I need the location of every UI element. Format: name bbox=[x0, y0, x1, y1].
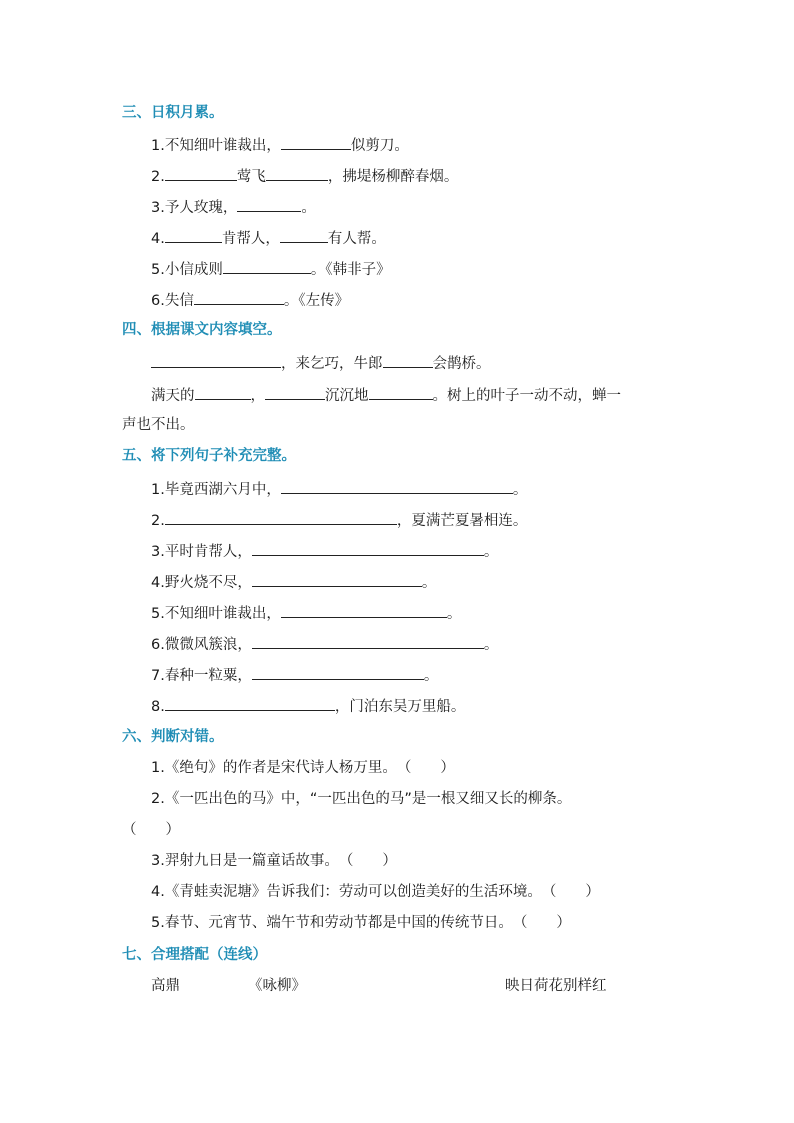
s5-item-8 bbox=[151, 693, 465, 717]
s5-item-5-post: 。 bbox=[446, 606, 462, 622]
s3-item-5 bbox=[151, 256, 391, 280]
s5-item-7-post: 。 bbox=[423, 668, 439, 684]
s5-item-5-blank[interactable] bbox=[281, 600, 447, 618]
s6-item-3 bbox=[151, 849, 397, 873]
s5-item-1-post: 。 bbox=[512, 482, 528, 498]
s4-para-2 bbox=[151, 382, 621, 406]
s5-item-4-post: 。 bbox=[421, 575, 437, 591]
s4-para-3: 声也不出。 bbox=[122, 417, 195, 433]
s3-item-1-blank[interactable] bbox=[281, 132, 351, 150]
s3-item-2-blank-2[interactable] bbox=[266, 163, 328, 181]
s5-item-3-pre: 3.平时肯帮人， bbox=[151, 544, 252, 560]
s3-item-3-post: 。 bbox=[301, 200, 316, 216]
s4-para-1 bbox=[151, 350, 491, 374]
s5-item-3 bbox=[151, 538, 498, 562]
s4-para-1-mid: ，来乞巧，牛郎 bbox=[281, 356, 383, 372]
s4-para-2-post: 。树上的叶子一动不动，蝉一 bbox=[432, 388, 621, 404]
s6-item-3-answer[interactable]: （ ） bbox=[338, 853, 397, 869]
section-5-title: 五、将下列句子补充完整。 bbox=[122, 448, 296, 464]
s5-item-4 bbox=[151, 569, 436, 593]
s3-item-2-post: ，拂堤杨柳醉春烟。 bbox=[327, 169, 459, 185]
s3-item-6 bbox=[151, 287, 349, 311]
s3-item-2-blank-1[interactable] bbox=[165, 163, 237, 181]
s5-item-4-pre: 4.野火烧不尽， bbox=[151, 575, 252, 591]
s3-item-2-pre: 2. bbox=[151, 169, 165, 185]
s4-para-1-blank-2[interactable] bbox=[383, 350, 433, 368]
s5-item-1-pre: 1.毕竟西湖六月中， bbox=[151, 482, 281, 498]
s5-item-8-pre: 8. bbox=[151, 699, 165, 715]
s5-item-1-blank[interactable] bbox=[281, 476, 513, 494]
s7-col-1-item[interactable]: 高鼎 bbox=[151, 978, 180, 994]
s6-item-2 bbox=[151, 787, 571, 811]
s3-item-1 bbox=[151, 132, 409, 156]
section-3-title: 三、日积月累。 bbox=[122, 105, 224, 121]
s5-item-2-blank[interactable] bbox=[165, 507, 397, 525]
s4-para-2-blank-2[interactable] bbox=[265, 382, 325, 400]
s6-item-1-answer[interactable]: （ ） bbox=[396, 760, 455, 776]
s4-para-2-pre: 满天的 bbox=[151, 388, 195, 404]
s4-para-2-blank-1[interactable] bbox=[195, 382, 251, 400]
s6-item-4-text: 4.《青蛙卖泥塘》告诉我们：劳动可以创造美好的生活环境。 bbox=[151, 884, 542, 900]
s5-item-7-blank[interactable] bbox=[252, 662, 424, 680]
s5-item-6-pre: 6.微微风簇浪， bbox=[151, 637, 252, 653]
s3-item-5-blank[interactable] bbox=[223, 256, 311, 274]
s4-para-2-c1: ， bbox=[250, 388, 265, 404]
s4-para-2-c2: 沉沉地 bbox=[325, 388, 369, 404]
s4-para-1-post: 会鹊桥。 bbox=[432, 356, 491, 372]
s5-item-4-blank[interactable] bbox=[252, 569, 422, 587]
s6-item-5-text: 5.春节、元宵节、端午节和劳动节都是中国的传统节日。 bbox=[151, 915, 513, 931]
s4-para-1-blank-1[interactable] bbox=[151, 350, 281, 368]
s6-item-5 bbox=[151, 911, 571, 935]
s3-item-1-pre: 1.不知细叶谁裁出， bbox=[151, 138, 281, 154]
s6-item-1-text: 1.《绝句》的作者是宋代诗人杨万里。 bbox=[151, 760, 397, 776]
s3-item-3-pre: 3.予人玫瑰， bbox=[151, 200, 238, 216]
s6-item-2-text: 2.《一匹出色的马》中，“一匹出色的马”是一根又细又长的柳条。 bbox=[151, 791, 572, 807]
s5-item-6-blank[interactable] bbox=[252, 631, 484, 649]
s5-item-6-post: 。 bbox=[483, 637, 499, 653]
s3-item-3-blank[interactable] bbox=[237, 194, 301, 212]
s5-item-2 bbox=[151, 507, 527, 531]
s6-item-2-answer-line bbox=[122, 818, 180, 842]
s3-item-2-mid: 莺飞 bbox=[236, 169, 266, 185]
s3-item-6-pre: 6.失信 bbox=[151, 293, 194, 309]
s7-col-2-item[interactable]: 《咏柳》 bbox=[248, 978, 306, 994]
s5-item-3-blank[interactable] bbox=[252, 538, 484, 556]
s3-item-1-post: 似剪刀。 bbox=[350, 138, 409, 154]
s5-item-2-post: ，夏满芒夏暑相连。 bbox=[396, 513, 528, 529]
s5-item-2-pre: 2. bbox=[151, 513, 165, 529]
s3-item-4-pre: 4. bbox=[151, 231, 165, 247]
s5-item-6 bbox=[151, 631, 498, 655]
s6-item-5-answer[interactable]: （ ） bbox=[512, 915, 571, 931]
s6-item-3-text: 3.羿射九日是一篇童话故事。 bbox=[151, 853, 339, 869]
s5-item-5 bbox=[151, 600, 461, 624]
s5-item-8-blank[interactable] bbox=[165, 693, 335, 711]
section-4-title: 四、根据课文内容填空。 bbox=[122, 322, 282, 338]
s3-item-6-post: 。《左传》 bbox=[283, 293, 350, 309]
s6-item-2-answer[interactable]: （ ） bbox=[122, 822, 180, 838]
s5-item-7 bbox=[151, 662, 438, 686]
s3-item-4-blank-1[interactable] bbox=[165, 225, 222, 243]
s5-item-3-post: 。 bbox=[483, 544, 499, 560]
s3-item-4-blank-2[interactable] bbox=[280, 225, 328, 243]
s6-item-4 bbox=[151, 880, 600, 904]
s5-item-8-post: ，门泊东吴万里船。 bbox=[334, 699, 466, 715]
s3-item-4 bbox=[151, 225, 386, 249]
section-6-title: 六、判断对错。 bbox=[122, 729, 224, 745]
s7-col-3-item[interactable]: 映日荷花别样红 bbox=[505, 978, 607, 994]
s6-item-1 bbox=[151, 756, 455, 780]
s5-item-1 bbox=[151, 476, 527, 500]
s4-para-2-blank-3[interactable] bbox=[369, 382, 433, 400]
s3-item-4-mid: 肯帮人， bbox=[221, 231, 280, 247]
s5-item-7-pre: 7.春种一粒粟， bbox=[151, 668, 252, 684]
s3-item-2 bbox=[151, 163, 458, 187]
section-7-title: 七、合理搭配（连线） bbox=[122, 947, 267, 963]
s3-item-6-blank[interactable] bbox=[194, 287, 284, 305]
s5-item-5-pre: 5.不知细叶谁裁出， bbox=[151, 606, 281, 622]
s3-item-3 bbox=[151, 194, 316, 218]
s3-item-5-post: 。《韩非子》 bbox=[310, 262, 391, 278]
s6-item-4-answer[interactable]: （ ） bbox=[541, 884, 600, 900]
s3-item-4-post: 有人帮。 bbox=[327, 231, 386, 247]
s3-item-5-pre: 5.小信成则 bbox=[151, 262, 223, 278]
